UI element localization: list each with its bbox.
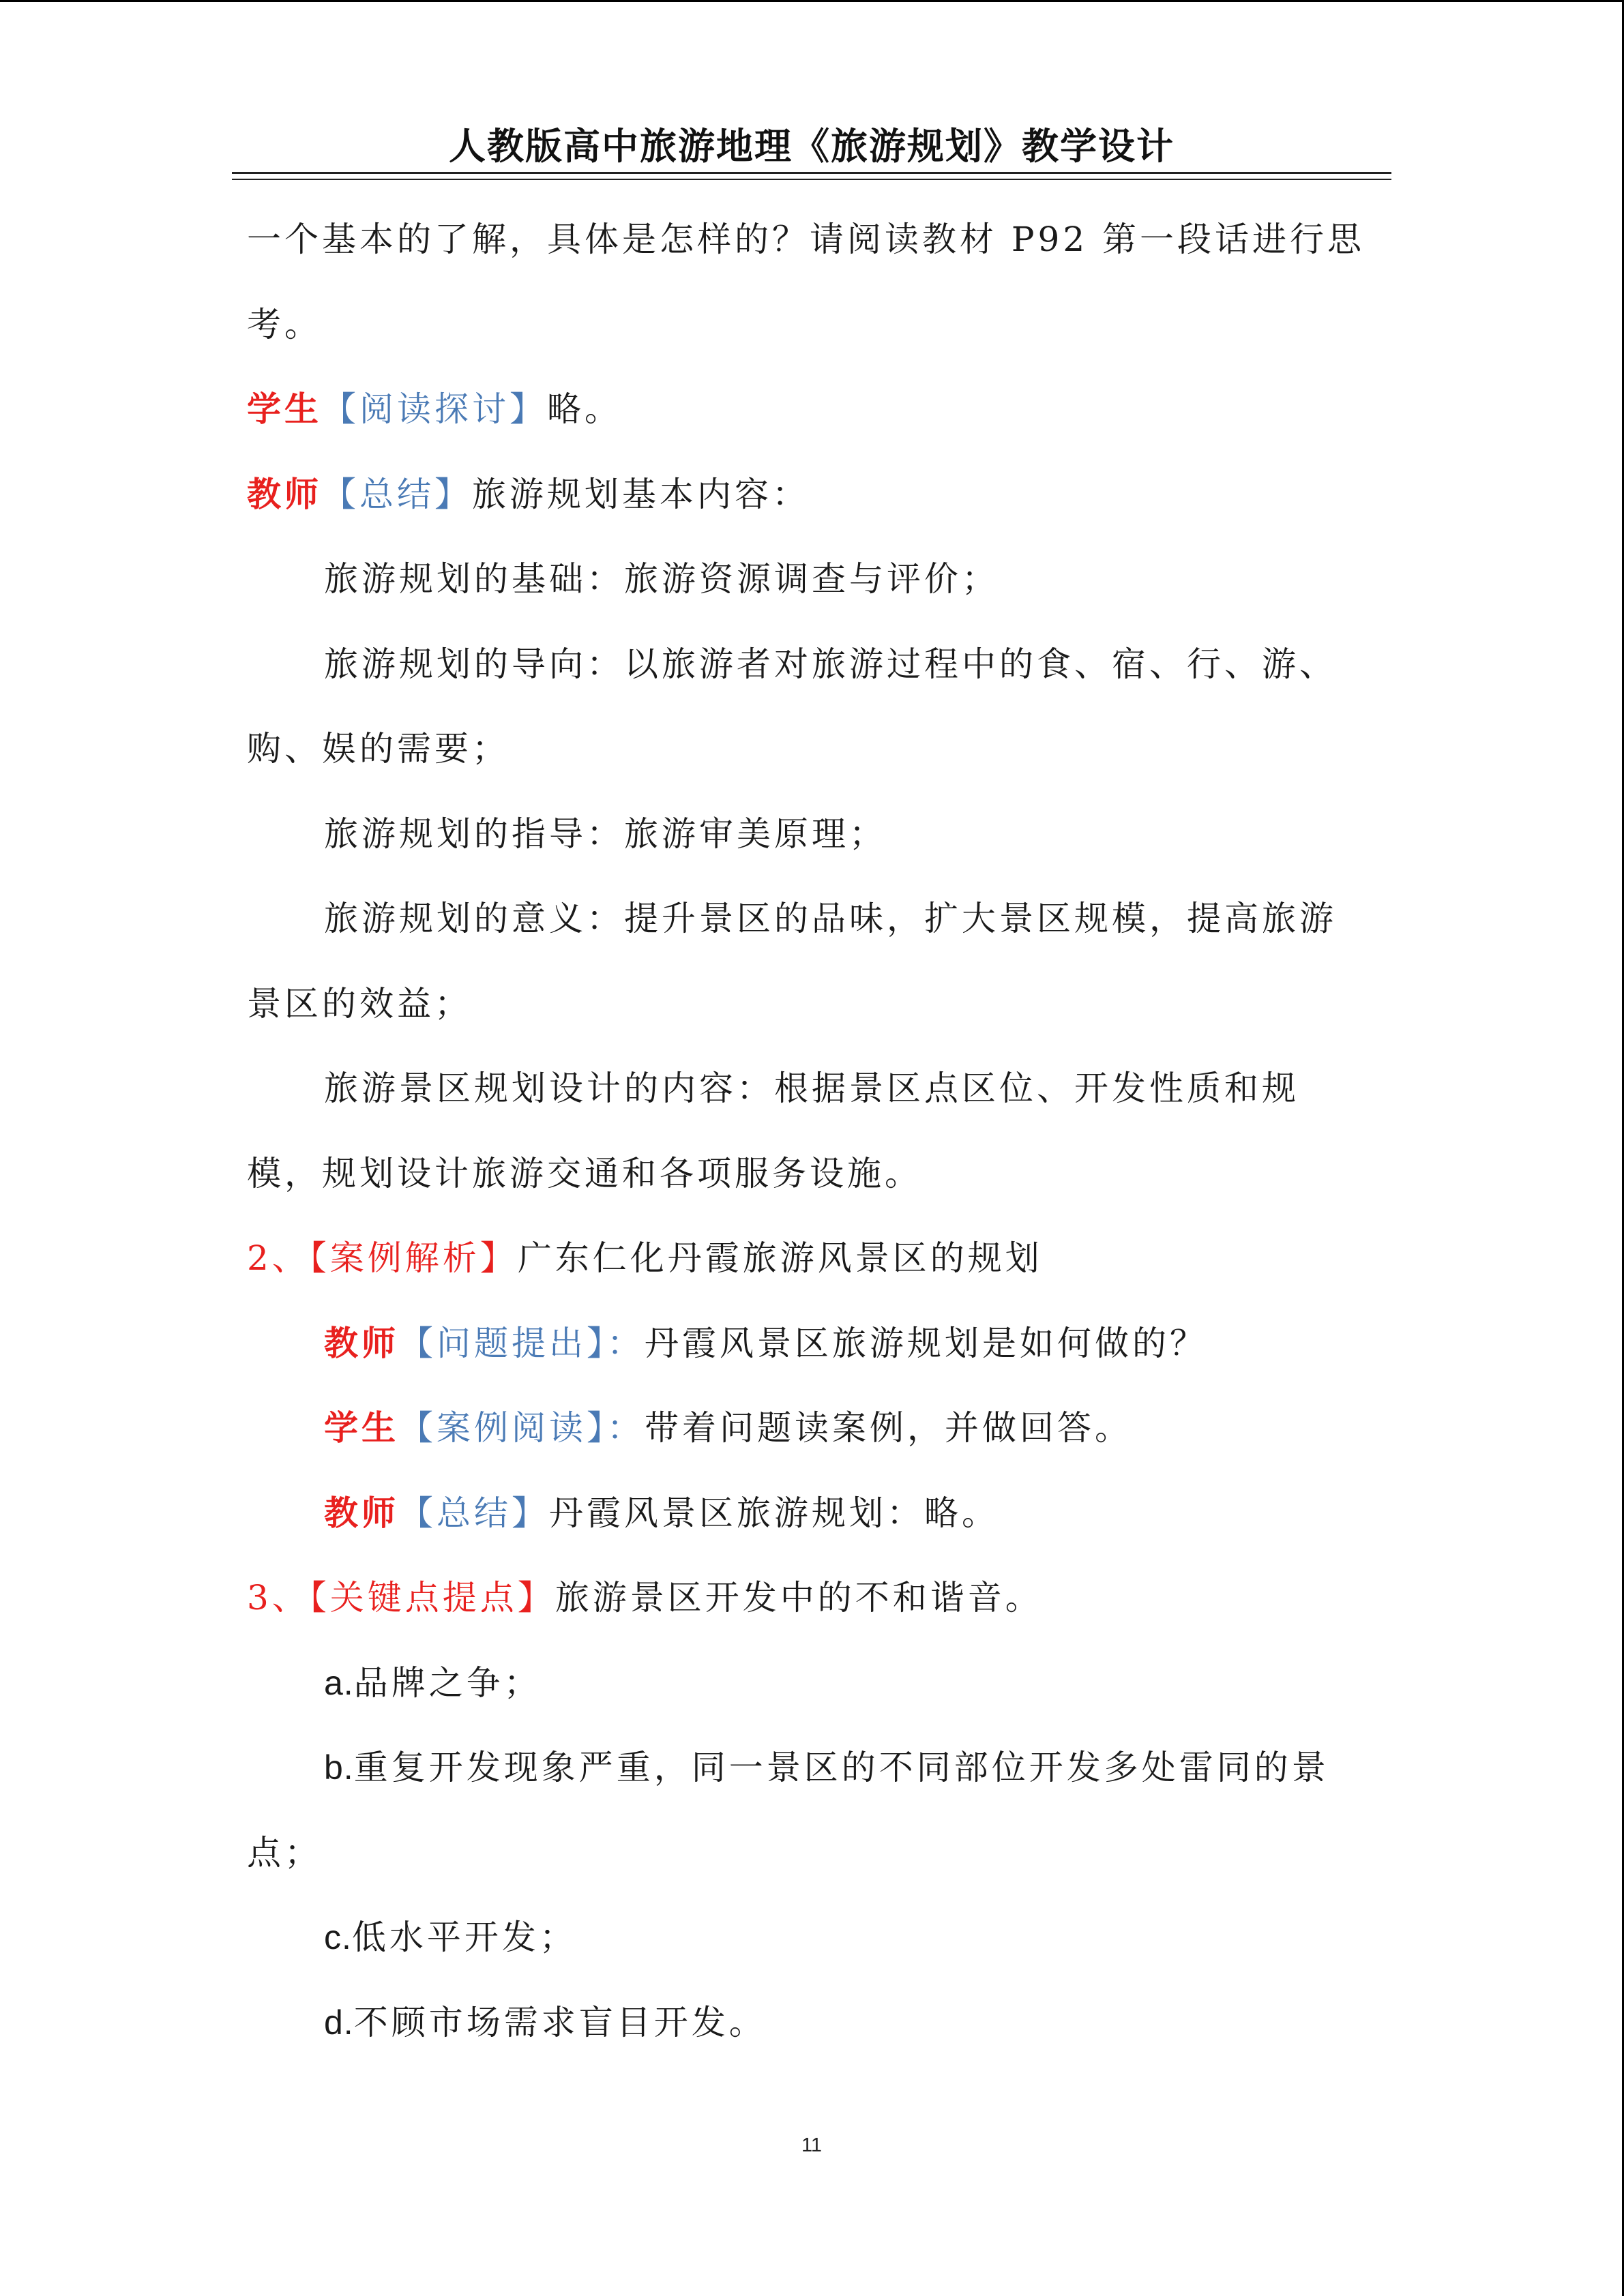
header-rule-thick xyxy=(232,172,1391,174)
student-reading-line xyxy=(247,378,1365,464)
list-item-text: 品牌之争； xyxy=(353,1663,542,1703)
tag-close: 】： xyxy=(587,1323,645,1363)
list-item-text: 重复开发现象严重，同一景区的不同部位开发多处雷同的景 xyxy=(353,1748,1329,1787)
section-number: 3、 xyxy=(247,1578,310,1617)
summary-item: 旅游规划的基础：旅游资源调查与评价； xyxy=(324,559,999,599)
header-rule-thin xyxy=(232,179,1391,180)
list-item-text: 不顾市场需求盲目开发。 xyxy=(353,2002,767,2042)
summary-item-continued: 购、娱的需要； xyxy=(247,729,510,769)
tag-close: 】： xyxy=(587,1408,645,1448)
section-tag: 【关键点提点】 xyxy=(309,1578,555,1617)
line-text: 丹霞风景区旅游规划是如何做的？ xyxy=(645,1323,1207,1363)
tag-open: 【 xyxy=(399,1408,437,1448)
page-border-top xyxy=(0,0,1624,2)
tag-close: 】 xyxy=(512,1493,549,1533)
role-label: 教师 xyxy=(324,1492,399,1533)
list-item xyxy=(247,1737,1365,1822)
list-item-text: 低水平开发； xyxy=(351,1918,577,1957)
page-number: 11 xyxy=(801,2134,823,2156)
role-label: 学生 xyxy=(247,389,322,429)
list-item xyxy=(247,1652,1365,1738)
line-text: 略。 xyxy=(547,389,622,429)
activity-tag: 总结 xyxy=(437,1493,512,1533)
summary-item-continued: 景区的效益； xyxy=(247,983,472,1024)
teacher-question-line xyxy=(247,1313,1365,1398)
section-heading-key-points xyxy=(247,1567,1365,1652)
role-label: 学生 xyxy=(324,1407,399,1448)
list-marker: c. xyxy=(324,1918,352,1956)
summary-item: 旅游规划的导向：以旅游者对旅游过程中的食、宿、行、游、 xyxy=(324,644,1337,684)
section-tag: 【案例解析】 xyxy=(309,1238,518,1278)
student-case-reading-line xyxy=(247,1397,1365,1482)
tag-open: 【 xyxy=(399,1493,437,1533)
activity-tag: 【总结】 xyxy=(322,474,472,514)
list-marker: a. xyxy=(324,1663,354,1702)
activity-tag: 问题提出 xyxy=(437,1323,587,1363)
line-text: 丹霞风景区旅游规划：略。 xyxy=(549,1493,999,1533)
role-label: 教师 xyxy=(324,1322,399,1363)
section-title: 旅游景区开发中的不和谐音。 xyxy=(555,1578,1043,1617)
list-item xyxy=(247,1992,1365,2077)
section-title: 广东仁化丹霞旅游风景区的规划 xyxy=(517,1238,1043,1278)
tag-open: 【 xyxy=(399,1323,437,1363)
summary-item: 旅游规划的指导：旅游审美原理； xyxy=(324,814,887,854)
list-item xyxy=(247,1907,1365,1992)
paragraph-line: 一个基本的了解，具体是怎样的？请阅读教材 P92 第一段话进行思 xyxy=(247,220,1365,259)
summary-item: 旅游景区规划设计的内容：根据景区点区位、开发性质和规 xyxy=(324,1069,1299,1108)
summary-item: 旅游规划的意义：提升景区的品味，扩大景区规模，提高旅游 xyxy=(324,899,1337,938)
paragraph-line: 考。 xyxy=(247,304,322,344)
section-number: 2、 xyxy=(247,1238,310,1278)
list-marker: b. xyxy=(324,1748,354,1787)
teacher-case-summary-line xyxy=(247,1482,1365,1568)
activity-tag: 案例阅读 xyxy=(437,1408,587,1448)
activity-tag: 【阅读探讨】 xyxy=(322,389,547,429)
line-text: 旅游规划基本内容： xyxy=(472,474,810,514)
teacher-summary-line xyxy=(247,464,1365,549)
section-heading-case-analysis xyxy=(247,1227,1365,1313)
line-text: 带着问题读案例，并做回答。 xyxy=(645,1408,1132,1448)
role-label: 教师 xyxy=(247,473,322,514)
list-marker: d. xyxy=(324,2003,354,2042)
list-item-continued: 点； xyxy=(247,1832,322,1873)
document-body xyxy=(247,209,1365,2076)
summary-item-continued: 模，规划设计旅游交通和各项服务设施。 xyxy=(247,1153,922,1193)
page-header-title: 人教版高中旅游地理《旅游规划》教学设计 xyxy=(449,124,1175,168)
